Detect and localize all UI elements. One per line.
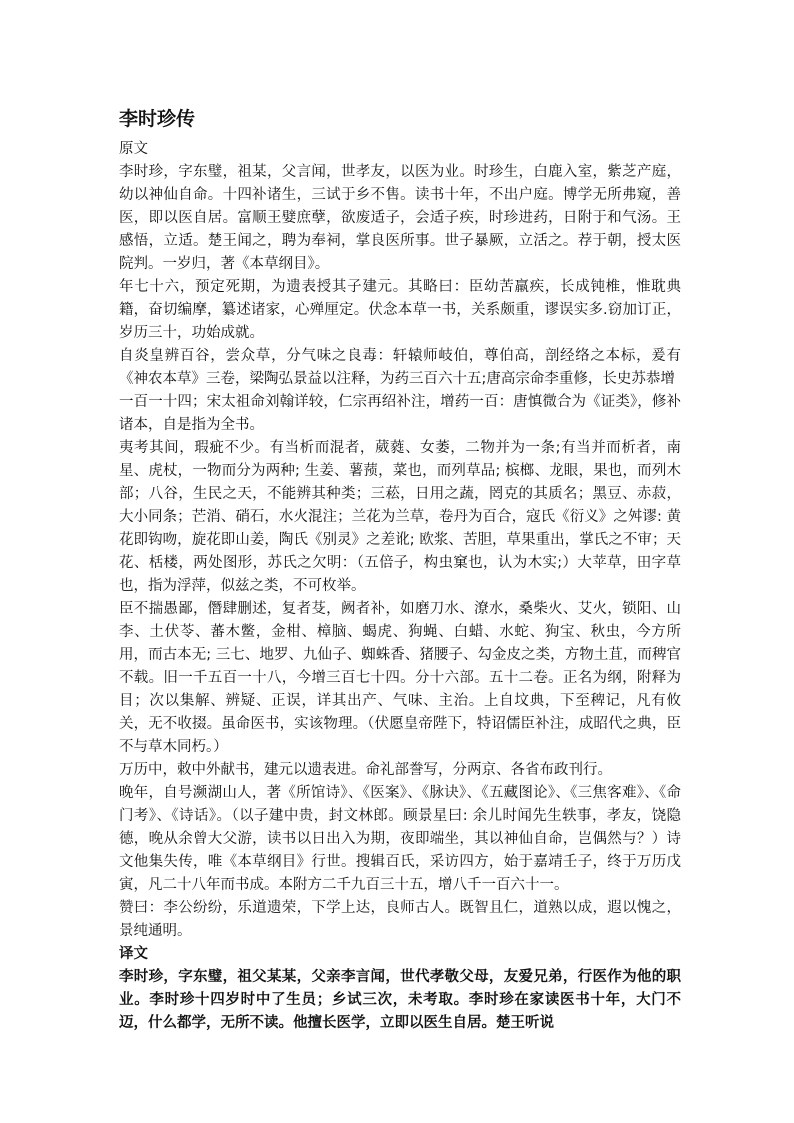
original-paragraph-1: 李时珍，字东璧，祖某，父言闻，世孝友，以医为业。时珍生，白鹿入室，紫芝产庭，幼以神仙自命。十四补诸生，三试于乡不售。读书十年，不出户庭。博学无所弗窥，善医，即以医自居。富顺王嬖庶孽，欲废适子，会适子疾，时珍进药，日附于和气汤。王感悟，立适。楚王闻之，聘为奉祠，掌良医所事。世子暴厥，立活之。荐于朝，授太医院判。一岁归，著《本草纲目》。 — [119, 164, 681, 272]
original-paragraph-8: 晚年，自号濒湖山人，著《所馆诗》、《医案》、《脉诀》、《五藏图论》、《三焦客难》、《命门考》、《诗话》。（以子建中贵，封文林郎。顾景星曰: 余儿时闻先生轶事，孝友，饶隐德，晚从余曾大父游，读书以日出入为期，夜即端坐，其以神仙自命，岂偶然与？）诗文他集失传，唯《本草纲目》行世。搜辑百氏，采访四方，始于嘉靖壬子，终于万历戊寅，凡二十八年而书成。本附方二千九百三十五，增八千一百六十一。 — [119, 785, 681, 893]
original-paragraph-7: 万历中，敕中外献书，建元以遗表进。命礼部誊写，分两京、各省布政刊行。 — [119, 762, 612, 778]
translation-heading: 译文 — [119, 946, 148, 962]
original-paragraph-3: 自炎皇辨百谷，尝众草，分气味之良毒：轩辕师岐伯，尊伯高，剖经络之本标，爰有《神农本草》三卷，梁陶弘景益以注释，为药三百六十五;唐高宗命李重修，长史苏恭增 — [119, 348, 681, 387]
original-heading: 原文 — [119, 141, 148, 157]
document-title: 李时珍传 — [119, 108, 196, 130]
translation-paragraph-1: 李时珍，字东璧，祖父某某，父亲李言闻，世代孝敬父母，友爱兄弟，行医作为他的职业。李时珍十四岁时中了生员；乡试三次，未考取。李时珍在家读医书十年，大门不迈，什么都学，无所不读。他擅长医学，立即以医生自居。楚王听说 — [119, 969, 681, 1031]
original-paragraph-2: 年七十六，预定死期，为遗表授其子建元。其略曰：臣幼苦羸疾，长成钝椎，惟耽典籍，奋切编摩，纂述诸家，心殚厘定。伏念本草一书，关系颇重，谬误实多.窃加订正，岁历三十，功始成就。 — [119, 279, 681, 341]
original-paragraph-4: 一百一十四；宋太祖命刘翰详较，仁宗再绍补注，增药一百：唐慎微合为《证类》，修补诸本，自是指为全书。 — [119, 394, 681, 433]
original-paragraph-5: 夷考其间，瑕疵不少。有当析而混者，葳蕤、女萎，二物并为一条;有当并而析者，南星、虎杖，一物而分为两种; 生姜、薯蓣，菜也，而列草品; 槟榔、龙眼，果也，而列木部；八谷，生民之天，不能辨其种类；三菘，日用之蔬，罔克的其质名；黑豆、赤菽，大小同条；芒消、硝石，水火混注；兰花为兰草，卷丹为百合，寇氏《衍义》之舛谬: 黄花即钩吻，旋花即山姜，陶氏《别灵》之差讹; 欧浆、苦胆，草果重出，掌氏之不审；天花、栝楼，两处图形，苏氏之欠明：（五倍子，构虫窠也，认为木实;）大苹草，田字草也，指为浮萍，似兹之类，不可枚举。 — [119, 440, 681, 594]
original-paragraph-6: 臣不揣愚鄙，僭肆删述，复者芟，阙者补，如磨刀水、潦水，桑柴火、艾火，锁阳、山李、土伏苓、蕃木鳖，金柑、樟脑、蝎虎、狗蝇、白蜡、水蛇、狗宝、秋虫，今方所用，而古本无; 三七、地罗、九仙子、蜘蛛香、猪腰子、勾金皮之类，方物土苴，而稗官不载。旧一千五百一十八，今增三百七十四。分十六部。五十二卷。正名为纲，附释为目；次以集解、辨疑、正误，详其出产、气味、主治。上自坟典，下至稗记，凡有攸关，无不收掇。虽命医书，实该物理。（伏愿皇帝陛下，特诏儒臣补注，成昭代之典，臣不与草木同朽。） — [119, 601, 681, 755]
original-paragraph-9: 赞曰：李公纷纷，乐道遗荣，下学上达，良师古人。既智且仁，道熟以成，遐以愧之，景纯通明。 — [119, 900, 681, 939]
document-page — [119, 104, 681, 1035]
